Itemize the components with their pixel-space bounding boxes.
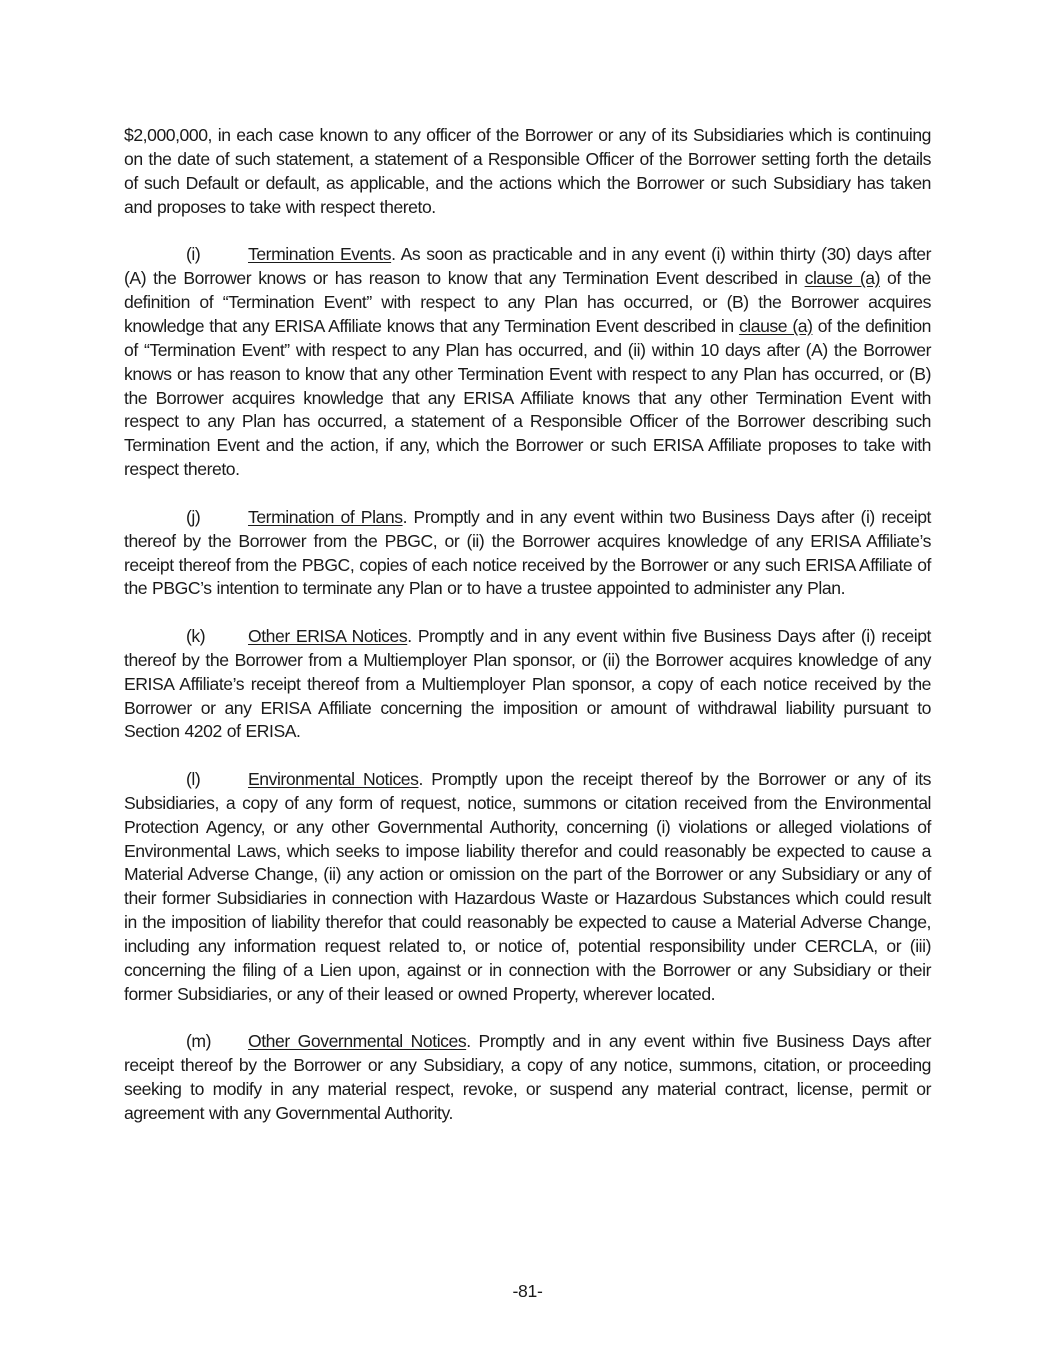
continuation-paragraph: $2,000,000, in each case known to any officer of the Borrower or any of its Subsidiaries which is continuing on the date of such statement, a statement of a Responsible Officer of the Borrower setting forth the details of such Default or default, as applicable, and the actions which the Borrower or such Subsidiary has taken and proposes to take with respect thereto. bbox=[124, 125, 931, 217]
section-heading: Termination Events bbox=[248, 244, 392, 265]
section-body: . Promptly and in any event within five Business Days after receipt thereof by the Borrower or any Subsidiary, a copy of any notice, summons, citation, or proceeding seeking to modify in any material respect, revoke, or suspend any material contract, license, permit or agreement with any Governmental Authority. bbox=[124, 1031, 931, 1124]
section-m-other-governmental-notices bbox=[124, 1030, 931, 1126]
clause-reference: clause (a) bbox=[738, 315, 813, 336]
section-l-environmental-notices bbox=[124, 768, 931, 1007]
section-k-other-erisa-notices bbox=[124, 625, 931, 745]
section-heading: Termination of Plans bbox=[248, 506, 403, 527]
section-heading: Environmental Notices bbox=[248, 768, 419, 789]
section-body: . Promptly and in any event within five Business Days after (i) receipt thereof by the Borrower from a Multiemployer Plan sponsor, or (ii) the Borrower acquires knowledge of any ERISA Affiliate’s receipt thereof from a Multiemployer Plan sponsor, a copy of each notice received by the Borrower or any ERISA Affiliate concerning the imposition or amount of withdrawal liability pursuant to Section 4202 of ERISA. bbox=[124, 625, 931, 742]
section-body: . As soon as practicable and in any event (i) within thirty (30) days after (A) the Borrower knows or has reason to know that any Termination Event described in bbox=[124, 244, 932, 289]
section-body: . Promptly upon the receipt thereof by the Borrower or any of its Subsidiaries, a copy of any form of request, notice, summons or citation received from the Environmental Protection Agency, or any other Governmental Authority, concerning (i) violations or alleged violations of Environmental Laws, which seeks to impose liability therefor and could reasonably be expected to cause a Material Adverse Change, (ii) any action or omission on the part of the Borrower or any Subsidiary or any of their former Subsidiaries in connection with Hazardous Waste or Hazardous Substances which could result in the imposition of liability therefor that could reasonably be expected to cause a Material Adverse Change, including any information request related to, or notice of, potential responsibility under CERCLA, or (iii) concerning the filing of a Lien upon, against or in connection with the Borrower or any Subsidiary or their former Subsidiaries, or any of their leased or owned Property, wherever located. bbox=[124, 768, 931, 1004]
section-label: (i) bbox=[186, 244, 201, 265]
section-body: of the definition of “Termination Event” with respect to any Plan has occurred, or (B) the Borrower acquires knowledge that any ERISA Affiliate knows that any Termination Event described in bbox=[124, 268, 932, 336]
section-i-termination-events bbox=[124, 243, 931, 482]
clause-reference: clause (a) bbox=[804, 268, 880, 289]
section-label: (m) bbox=[186, 1031, 212, 1052]
section-heading: Other ERISA Notices bbox=[248, 625, 408, 646]
document-page bbox=[124, 124, 931, 1150]
page-number: -81- bbox=[512, 1281, 543, 1301]
section-heading: Other Governmental Notices bbox=[248, 1031, 467, 1052]
section-label: (l) bbox=[186, 768, 201, 789]
section-label: (k) bbox=[186, 625, 206, 646]
section-body: of the definition of “Termination Event” with respect to any Plan has occurred, and (ii) within 10 days after (A) the Borrower knows or has reason to know that any other Termination Event with respect to any Plan has occurred, or (B) the Borrower acquires knowledge that any ERISA Affiliate knows that any other Termination Event with respect to any Plan has occurred, a statement of a Responsible Officer of the Borrower describing such Termination Event and the action, if any, which the Borrower or such ERISA Affiliate proposes to take with respect thereto. bbox=[124, 315, 931, 480]
section-body: . Promptly and in any event within two Business Days after (i) receipt thereof by the Borrower from the PBGC, or (ii) the Borrower acquires knowledge of any ERISA Affiliate’s receipt thereof from the PBGC, copies of each notice received by the Borrower or any such ERISA Affiliate of the PBGC’s intention to terminate any Plan or to have a trustee appointed to administer any Plan. bbox=[124, 506, 931, 599]
section-j-termination-of-plans bbox=[124, 506, 931, 602]
section-label: (j) bbox=[186, 506, 201, 527]
